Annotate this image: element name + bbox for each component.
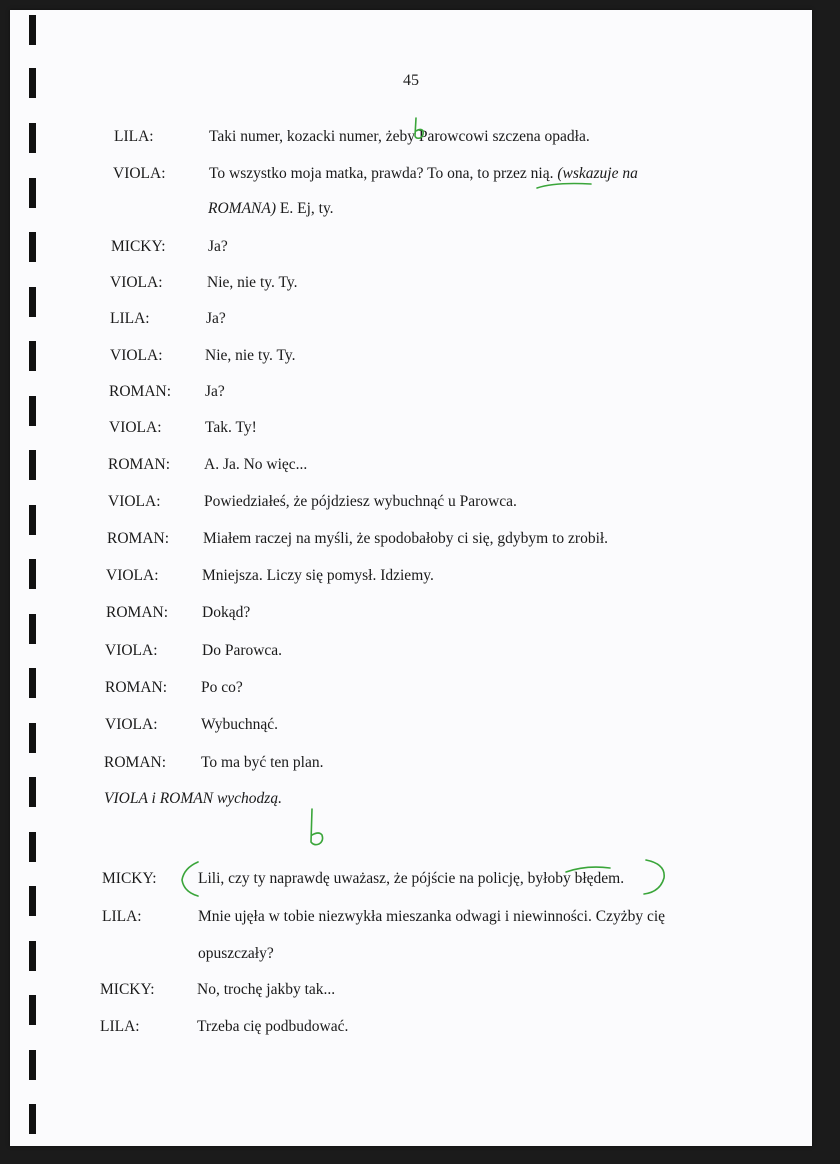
dialogue-text: Dokąd? [202,604,251,621]
dialogue-text: To ma być ten plan. [201,754,324,771]
speaker-name: VIOLA: [110,347,163,364]
speaker-name: ROMAN: [107,530,170,547]
dialogue-text: Mniejsza. Liczy się pomysł. Idziemy. [202,567,434,584]
binding-hole [29,123,36,153]
handwritten-b-mark-icon [306,806,328,848]
binding-holes [10,10,50,1146]
binding-hole [29,723,36,753]
dialogue-text: Nie, nie ty. Ty. [207,274,298,291]
dialogue-text: Wybuchnąć. [201,716,278,733]
dialogue-text: No, trochę jakby tak... [197,981,336,998]
speaker-name: MICKY: [111,238,166,255]
dialogue-text: Mnie ujęła w tobie niezwykła mieszanka odwagi i niewinności. Czyżby cię [198,908,666,925]
dialogue-text: Trzeba cię podbudować. [197,1018,349,1035]
speaker-name: VIOLA: [110,274,163,291]
dialogue-text: A. Ja. No więc... [204,456,308,473]
speaker-name: LILA: [100,1018,140,1035]
page-number: 45 [403,72,419,89]
binding-hole [29,450,36,480]
dialogue-text: Taki numer, kozacki numer, żeby Parowcowi szczena opadła. [209,128,590,145]
binding-hole [29,178,36,208]
speaker-name: VIOLA: [106,567,159,584]
dialogue-text: Tak. Ty! [205,419,257,436]
speaker-name: ROMAN: [104,754,167,771]
dialogue-text: Po co? [201,679,243,696]
binding-hole [29,559,36,589]
stage-note: ROMANA) [208,200,277,217]
speaker-name: ROMAN: [106,604,169,621]
dialogue-text: Lili, czy ty naprawdę uważasz, że pójście na policję, byłoby błędem. [198,870,625,887]
dialogue-text-main: To wszystko moja matka, prawda? To ona, to przez nią. [209,165,554,182]
speaker-name: VIOLA: [105,642,158,659]
document-page [10,10,812,1146]
binding-hole [29,341,36,371]
binding-hole [29,614,36,644]
binding-hole [29,941,36,971]
speaker-name: LILA: [114,128,154,145]
bracket-right-icon [640,854,670,900]
binding-hole [29,396,36,426]
speaker-name: VIOLA: [105,716,158,733]
dialogue-text: Miałem raczej na myśli, że spodobałoby ci się, gdybym to zrobił. [203,530,609,547]
dialogue-text: Ja? [208,238,228,255]
speaker-name: MICKY: [102,870,157,887]
binding-hole [29,15,36,45]
speaker-name: VIOLA: [109,419,162,436]
speaker-name: ROMAN: [108,456,171,473]
dialogue-text: Do Parowca. [202,642,283,659]
binding-hole [29,232,36,262]
binding-hole [29,287,36,317]
binding-hole [29,832,36,862]
binding-hole [29,505,36,535]
dialogue-text: Ja? [206,310,226,327]
stage-direction: VIOLA i ROMAN wychodzą. [104,790,282,807]
speaker-name: LILA: [102,908,142,925]
dialogue-text: Ja? [205,383,225,400]
binding-hole [29,777,36,807]
speaker-name: ROMAN: [109,383,172,400]
binding-hole [29,1050,36,1080]
dialogue-text: Powiedziałeś, że pójdziesz wybuchnąć u Parowca. [204,493,517,510]
dialogue-text: opuszczały? [198,945,274,962]
binding-hole [29,668,36,698]
dialogue-text-main: E. Ej, ty. [276,200,334,217]
dialogue-text [209,165,638,183]
binding-hole [29,1104,36,1134]
speaker-name: VIOLA: [108,493,161,510]
dialogue-text: Nie, nie ty. Ty. [205,347,296,364]
speaker-name: MICKY: [100,981,155,998]
binding-hole [29,886,36,916]
dialogue-text [208,200,334,218]
binding-hole [29,995,36,1025]
stage-note: (wskazuje na [553,165,638,182]
speaker-name: VIOLA: [113,165,166,182]
speaker-name: LILA: [110,310,150,327]
speaker-name: ROMAN: [105,679,168,696]
